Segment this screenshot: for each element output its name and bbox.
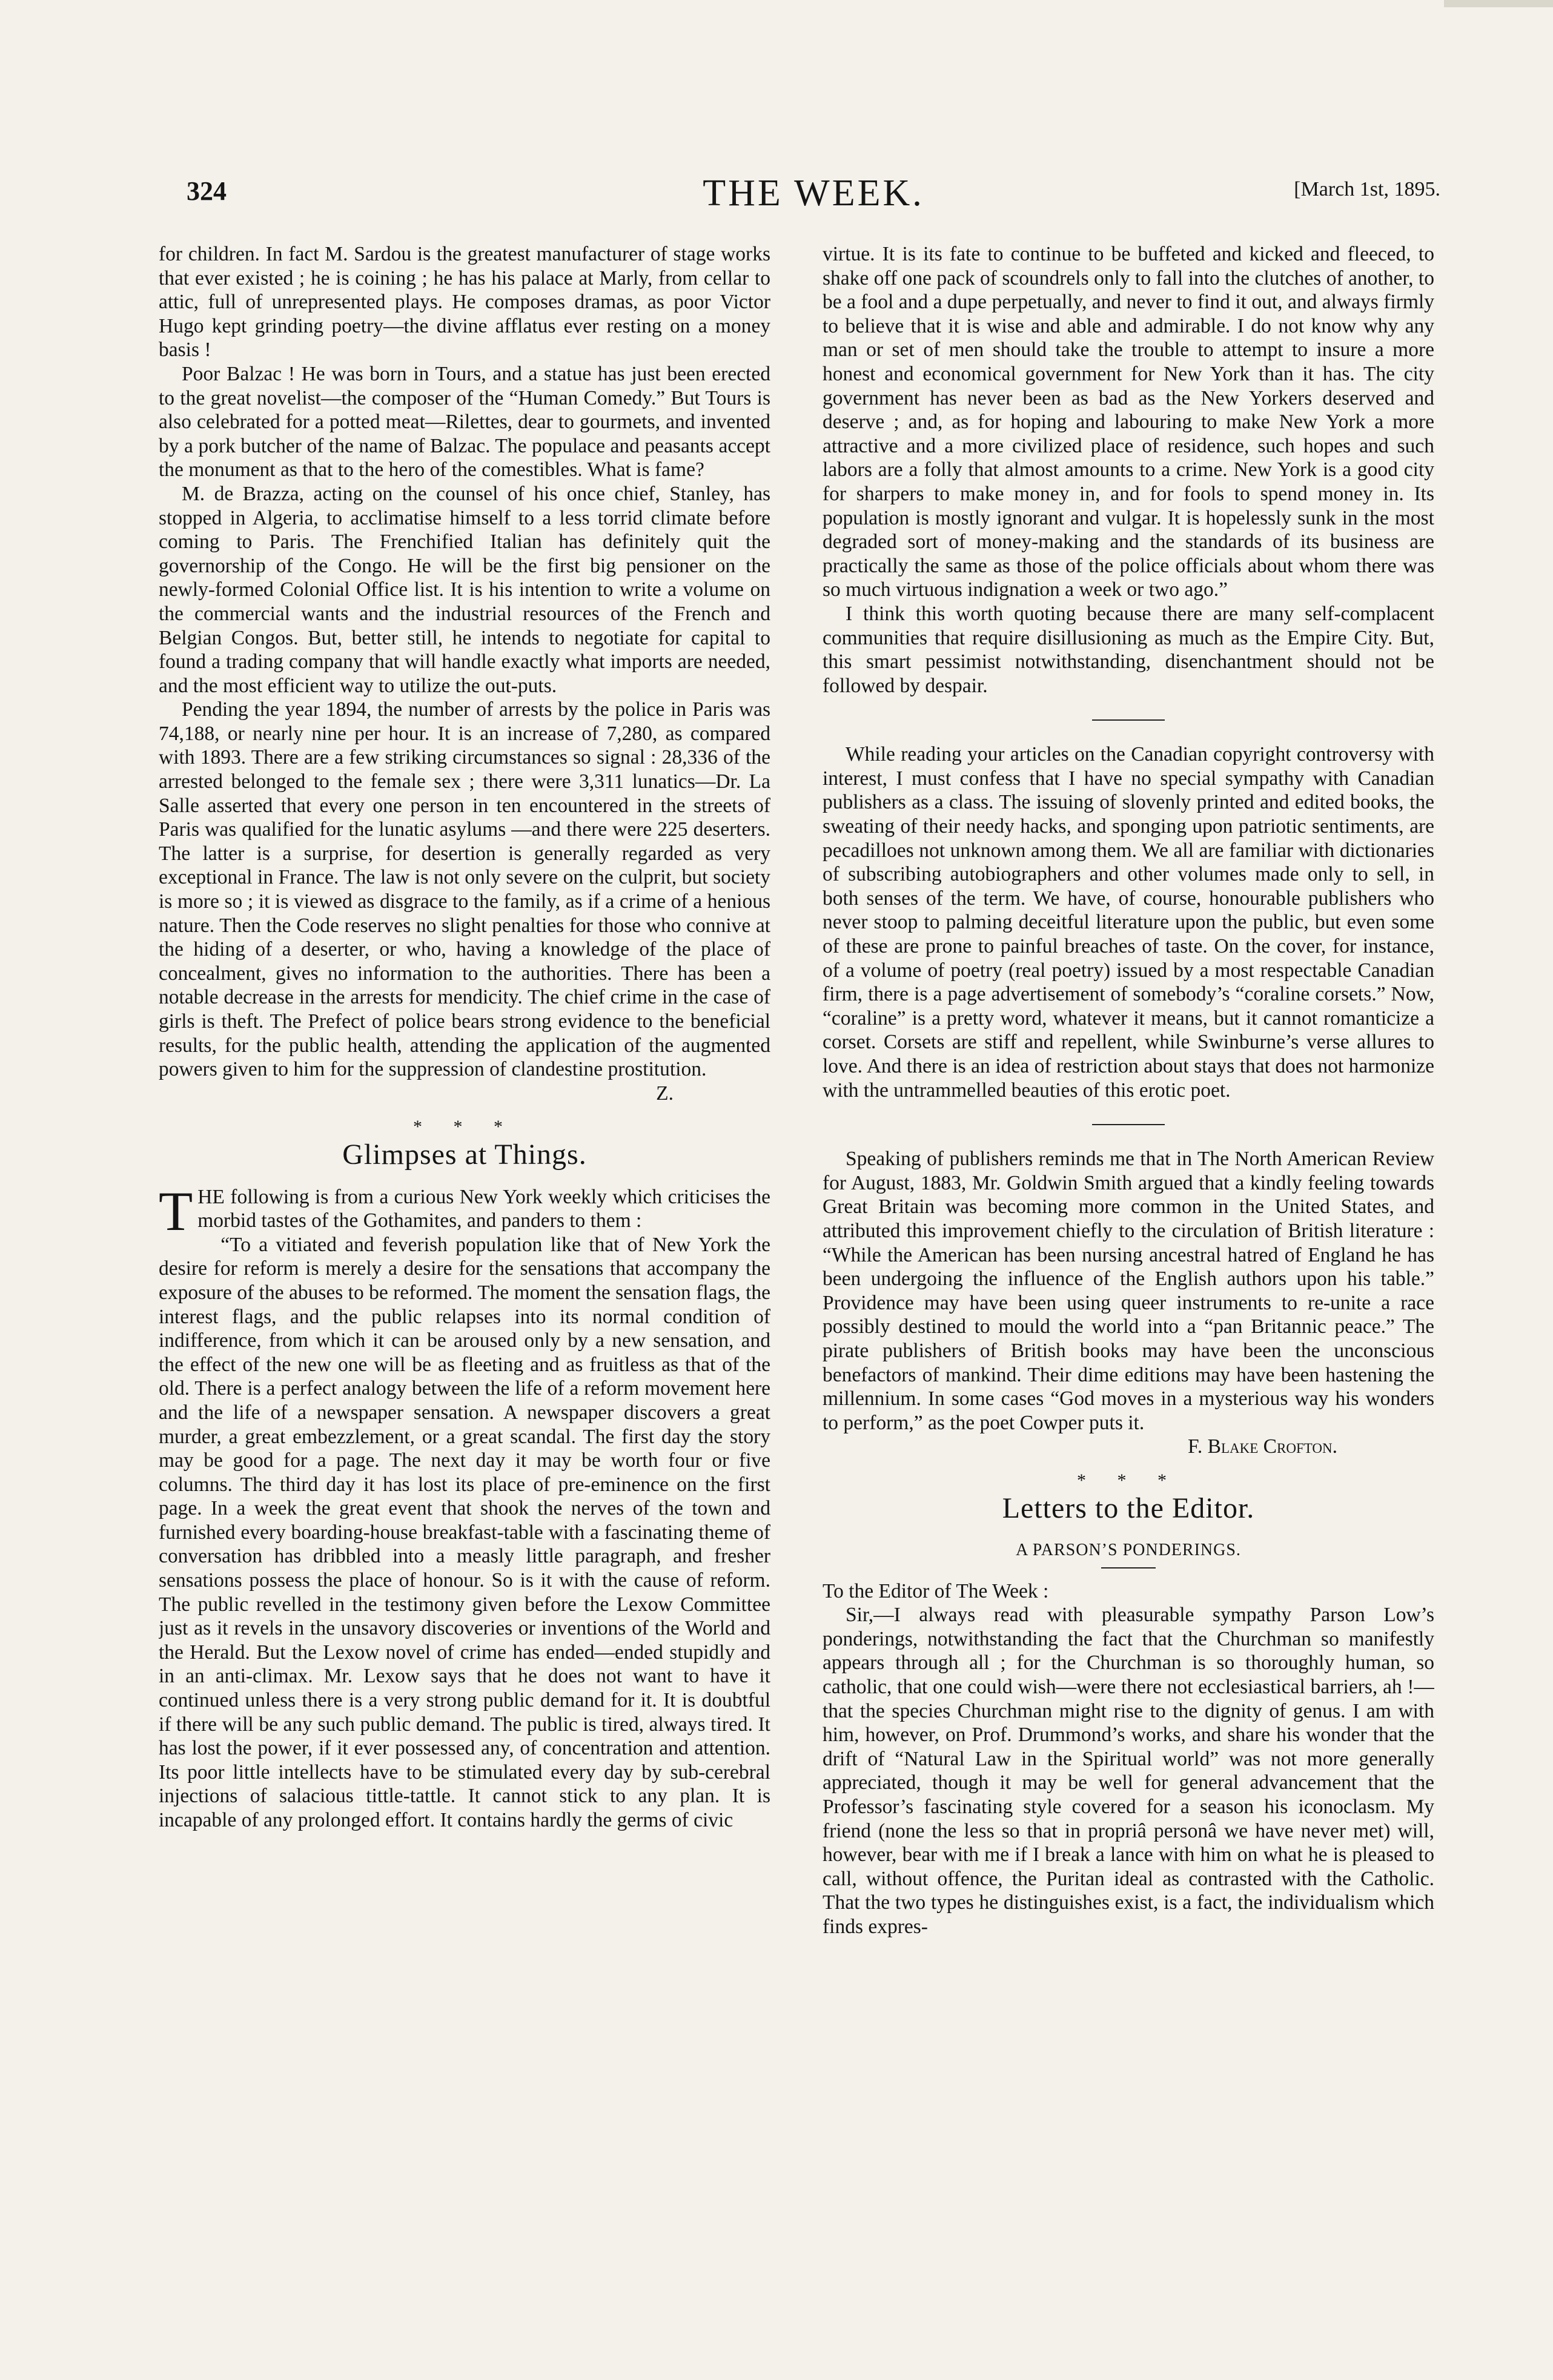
publishers-paragraph: Speaking of publishers reminds me that in The North American Review for August, 1883, Mr. Goldwin Smith argued that a kindly feeling towards Great Britain was becoming more common in the United States, and attributed this improvement chiefly to the circulation of British literature : “While the American has been nursing ancestral hatred of England he has been undergoing the influence of the English authors upon his table.” Providence may have been using queer instruments to re-unite a race possibly destined to mould the world into a “pan Britannic peace.” The pirate publishers of British books may have been the unconscious benefactors of mankind. Their dime editions may have been hastening the millennium. In some cases “God moves in a mysterious way his wonders to perform,” as the poet Cowper puts it. [823, 1148, 1434, 1434]
paragraph-arrests: Pending the year 1894, the number of arrests by the police in Paris was 74,188, or nearly nine per hour. It is an increase of 7,280, as compared with 1893. There are a few striking circumstances so signal : 28,336 of the arrested belonged to the female sex ; there were 3,311 lunatics—Dr. La Salle asserted that every one person in ten encountered in the streets of Paris was qualified for the lunatic asylums —and there were 225 deserters. The latter is a surprise, for desertion is generally regarded as very exceptional in France. The law is not only severe on the culprit, but society is more so ; it is viewed as disgrace to the family, as if a crime of a henious nature. Then the Code reserves no slight penalties for those who connive at the hiding of a deserter, or who, having a knowledge of the place of concealment, gives no information to the authorities. There has been a notable decrease in the arrests for mendicity. The chief crime in the case of girls is theft. The Prefect of police bears strong evidence to the beneficial results, for the public health, attending the application of the augmented powers given to him for the suppression of clandestine prostitution. [159, 698, 770, 1081]
copyright-paragraph: While reading your articles on the Canadian copyright controversy with interest, I must confess that I have no special sympathy with Canadian publishers as a class. The issuing of slovenly printed and edited books, the sweating of their needy hacks, and sponging upon patriotic sentiments, are pecadilloes not unknown among them. We all are familiar with dictionaries of subscribing autobiographers and other volumes made only to sell, in both senses of the term. We have, of course, honourable publishers who never stoop to palming deceitful literature upon the public, but even some of these are prone to painful breaches of taste. On the cover, for instance, of a volume of poetry (real poetry) issued by a most respectable Canadian firm, there is a page advertisement of somebody’s “coraline corsets.” Now, “coraline” is a pretty word, whatever it means, but it cannot romanticize a corset. Corsets are stiff and repellent, while Swinburne’s verse allures to love. And there is an idea of restriction about stays that does not harmonize with the untrammelled beauties of this erotic poet. [823, 743, 1434, 1102]
glimpses-intro [159, 1180, 770, 1242]
divider [1092, 1124, 1165, 1125]
comment-paragraph: I think this worth quoting because there are many self-complacent communities that require disillusioning as much as the Empire City. But, this smart pessimist notwithstanding, disenchantment should not be followed by despair. [823, 602, 1434, 697]
section-stars: * * * [1077, 1470, 1180, 1490]
scan-edge [1444, 0, 1553, 7]
salutation: To the Editor of The Week : [823, 1579, 1049, 1602]
masthead: THE WEEK. [703, 173, 924, 214]
glimpses-intro-text: HE following is from a curious New York weekly which criticises the morbid tastes of the Gothamites, and panders to them : [197, 1185, 770, 1232]
letter-title: A PARSON’S PONDERINGS. [1016, 1541, 1241, 1560]
drop-cap: T [159, 1180, 193, 1242]
paragraph-balzac: Poor Balzac ! He was born in Tours, and a statue has just been erected to the great novelist—the composer of the “Human Comedy.” But Tours is also celebrated for a potted meat—Rilettes, dear to gourmets, and invented by a pork butcher of the name of Balzac. The populace and peasants accept the monument as that to the hero of the comestibles. What is fame? [159, 362, 770, 481]
divider [1092, 719, 1165, 721]
signature: Z. [656, 1082, 674, 1105]
paragraph-sardou: for children. In fact M. Sardou is the greatest manufacturer of stage works that ever existed ; he is coining ; he has his palace at Marly, from cellar to attic, full of unrepresented plays. He composes dramas, as poor Victor Hugo kept grinding poetry—the divine afflatus ever resting on a money basis ! [159, 243, 770, 362]
letter-body: Sir,—I always read with pleasurable sympathy Parson Low’s ponderings, notwithstanding the fact that the Churchman so manifestly appears through all ; for the Churchman is so thoroughly human, so catholic, that one could wish—were there not ecclesiastical barriers, ah !—that the species Churchman might rise to the dignity of genus. I am with him, however, on Prof. Drummond’s works, and share his wonder that the drift of “Natural Law in the Spiritual world” was not more generally appreciated, though it may be well for general advancement that the Professor’s fascinating style covered for a season his iconoclasm. My friend (none the less so that in propriâ personâ we have never met) will, however, bear with me if I break a lance with him on what he is pleased to call, without offence, the Puritan ideal as contrasted with the Catholic. That the two types he distinguishes exist, is a fact, the individualism which finds expres- [823, 1604, 1434, 1938]
byline-text: F. Blake Crofton. [1187, 1435, 1337, 1458]
left-column [159, 242, 770, 2350]
section-title-glimpses: Glimpses at Things. [342, 1138, 587, 1171]
section-title-letters: Letters to the Editor. [1002, 1492, 1255, 1524]
paragraph-brazza: M. de Brazza, acting on the counsel of his once chief, Stanley, has stopped in Algeria, to acclimatise himself to a less torrid climate before coming to Paris. The Frenchified Italian has definitely quit the governorship of the Congo. He will be the first big pensioner on the newly-formed Colonial Office list. It is his intention to write a volume on the commercial wants and the industrial resources of the French and Belgian Congos. But, better still, he intends to negotiate for capital to found a trading company that will handle exactly what imports are needed, and the most efficient way to utilize the out-puts. [159, 482, 770, 697]
byline [823, 1435, 1434, 1459]
quote-continued: virtue. It is its fate to continue to be buffeted and kicked and fleeced, to shake off one pack of scoundrels only to fall into the clutches of another, to be a fool and a dupe perpetually, and never to find it out, and always firmly to believe that it is wise and able and admirable. I do not know why any man or set of men should take the trouble to attempt to insure a more honest and economical government for New York than it has. The city government has never been as bad as the New Yorkers deserved and deserve ; and, as for hoping and labouring to make New York a more attractive and a more civilized place of residence, such hopes and such labors are a folly that almost amounts to a crime. New York is a good city for sharpers to make money in, and for fools to spend money in. Its population is mostly ignorant and vulgar. It is hopelessly sunk in the most degraded sort of money-making and the standards of its business are practically the same as those of the police officials about whom there was so much virtuous indignation a week or two ago.” [823, 243, 1434, 601]
glimpses-quote: “To a vitiated and feverish population like that of New York the desire for reform is merely a desire for the sensations that accompany the exposure of the abuses to be reformed. The moment the sensation flags, the interest flags, and the public relapses into its normal condition of indifference, from which it can be aroused only by a new sensation, and the effect of the new one will be as fleeting and as fruitless as that of the old. There is a perfect analogy between the life of a reform movement here and the life of a newspaper sensation. A newspaper discovers a great murder, a great embezzlement, or a great scandal. The first day the story may be good for a page. The next day it may be worth four or five columns. The third day it has lost its place of pre-eminence on the first page. In a week the great event that shook the nerves of the town and furnished every boarding-house breakfast-table with a fascinating theme of conversation has dribbled into a measly little paragraph, and fresher sensations possess the place of honour. So is it with the cause of reform. The public revelled in the testimony given before the Lexow Committee just as it revels in the unsavory discoveries or inventions of the World and the Herald. But the Lexow novel of crime has ended—ended stupidly and in an anti-climax. Mr. Lexow says that he does not want to have it continued unless there is a very strong public demand for it. It is doubtful if there will be any such public demand. The public is tired, always tired. It has lost the power, if it ever possessed any, of concentration and attention. Its poor little intellects have to be stimulated every day by sub-cerebral injections of salacious tittle-tattle. It cannot stick to any plan. It is incapable of any prolonged effort. It contains hardly the germs of civic [159, 1233, 770, 1831]
page-header [187, 173, 1440, 214]
right-column [823, 242, 1434, 2350]
section-stars: * * * [413, 1117, 516, 1137]
divider [1101, 1567, 1156, 1568]
issue-date: [March 1st, 1895. [1294, 178, 1440, 200]
page-number: 324 [187, 176, 227, 206]
